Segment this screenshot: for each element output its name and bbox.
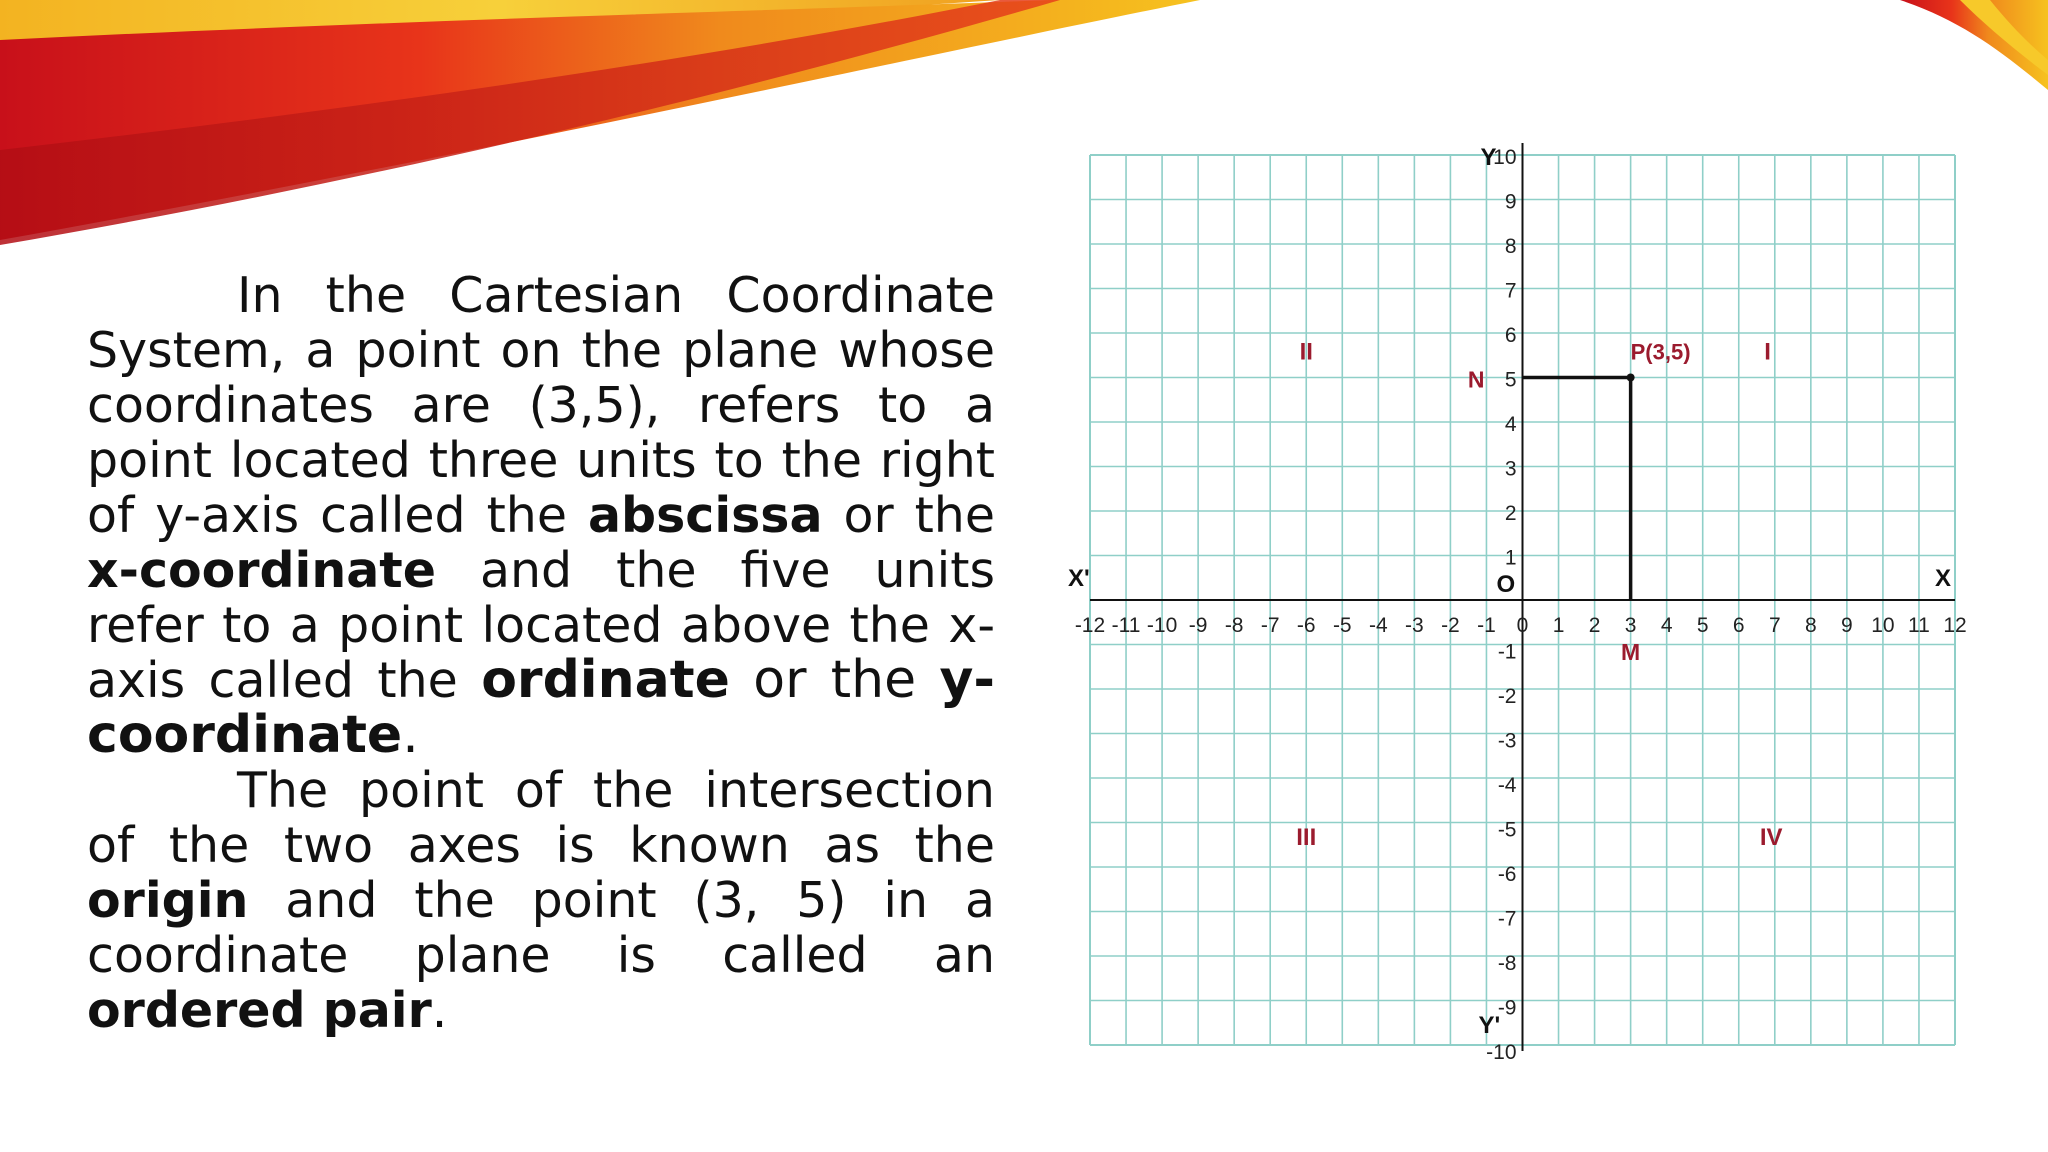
point-n-label: N [1467, 366, 1485, 393]
y-tick-label: -5 [1497, 818, 1517, 842]
origin-label: O [1496, 571, 1516, 598]
term-ordered-pair: ordered pair [87, 982, 432, 1039]
x-tick-label: -3 [1405, 614, 1424, 637]
x-tick-label: -5 [1332, 614, 1352, 637]
y-tick-label: -3 [1497, 729, 1517, 753]
y-tick-label: 5 [1504, 368, 1517, 392]
x-tick-label: 10 [1871, 614, 1895, 637]
y-tick-label: -9 [1497, 996, 1517, 1020]
quadrant-label: I [1764, 338, 1771, 366]
y-tick-label: -8 [1497, 952, 1517, 975]
point-p [1627, 374, 1635, 382]
x-tick-label: 2 [1588, 614, 1601, 637]
x-tick-label: 7 [1768, 614, 1781, 637]
x-tick-label: 8 [1804, 614, 1817, 637]
y-tick-label: -6 [1497, 863, 1517, 886]
y-tick-label: 7 [1504, 279, 1517, 303]
x-tick-label: -1 [1477, 614, 1496, 637]
x-tick-label: 1 [1552, 614, 1565, 637]
term-y-coordinate: y-coordinate [87, 650, 995, 765]
quadrant-label: IV [1759, 823, 1783, 851]
paragraph-1: In the Cartesian Coordinate System, a point on the plane whose coordinates are (3,5), refers to a point located three units to the right of y-axis called the abscissa or the x-coordinate and the five units refer to a point located above the x-axis called the ordinate or the y-coordinate. [87, 267, 996, 765]
x-tick-label: 4 [1660, 614, 1673, 637]
point-p-label: P(3,5) [1630, 339, 1691, 365]
explanation-text [87, 268, 995, 1038]
y-tick-label: 8 [1504, 235, 1517, 258]
quadrant-label: II [1299, 338, 1313, 366]
y-axis-label: Y [1480, 144, 1497, 171]
y-tick-label: -2 [1497, 685, 1517, 708]
y-tick-label: 2 [1504, 502, 1517, 525]
x-tick-label: 11 [1908, 614, 1930, 637]
y-tick-label: 9 [1504, 190, 1517, 214]
x-tick-label: -7 [1260, 614, 1280, 637]
x-tick-label: 12 [1943, 614, 1967, 637]
point-m-label: M [1621, 639, 1641, 665]
y-tick-label: 1 [1504, 546, 1517, 570]
term-origin: origin [87, 872, 249, 929]
x-tick-label: 9 [1841, 614, 1853, 637]
x-tick-label: -11 [1111, 614, 1141, 637]
y-tick-label: -10 [1486, 1041, 1517, 1064]
x-tick-label: 0 [1516, 614, 1529, 637]
x-tick-label: -6 [1296, 614, 1316, 637]
y-tick-label: 10 [1493, 146, 1517, 169]
x-prime-axis-label: X' [1068, 565, 1090, 592]
term-abscissa: abscissa [587, 487, 823, 544]
x-tick-label: 5 [1696, 614, 1709, 637]
x-tick-label: -2 [1441, 614, 1460, 637]
x-axis-label: X [1935, 565, 1952, 592]
y-prime-axis-label: Y' [1478, 1012, 1501, 1039]
y-tick-label: -4 [1497, 774, 1517, 797]
x-tick-label: 3 [1624, 614, 1637, 637]
y-tick-label: 4 [1504, 413, 1517, 436]
x-tick-label: 6 [1732, 614, 1745, 637]
x-tick-label: -12 [1074, 614, 1106, 637]
term-ordinate: ordinate [481, 650, 730, 710]
y-tick-label: 3 [1504, 457, 1517, 481]
x-tick-label: -4 [1368, 614, 1388, 637]
coordinate-plane-graph [1060, 135, 1990, 1065]
y-tick-label: -1 [1497, 640, 1517, 664]
y-tick-label: 6 [1504, 324, 1517, 347]
x-tick-label: -10 [1146, 614, 1178, 637]
y-tick-label: -7 [1497, 907, 1517, 931]
term-x-coordinate: x-coordinate [87, 542, 436, 599]
quadrant-label: III [1296, 823, 1317, 851]
x-tick-label: -9 [1188, 614, 1208, 637]
x-tick-label: -8 [1224, 614, 1244, 637]
paragraph-2: The point of the intersection of the two axes is known as the origin and the point (3, 5) in a coordinate plane is called an ordered pair. [87, 762, 996, 1039]
